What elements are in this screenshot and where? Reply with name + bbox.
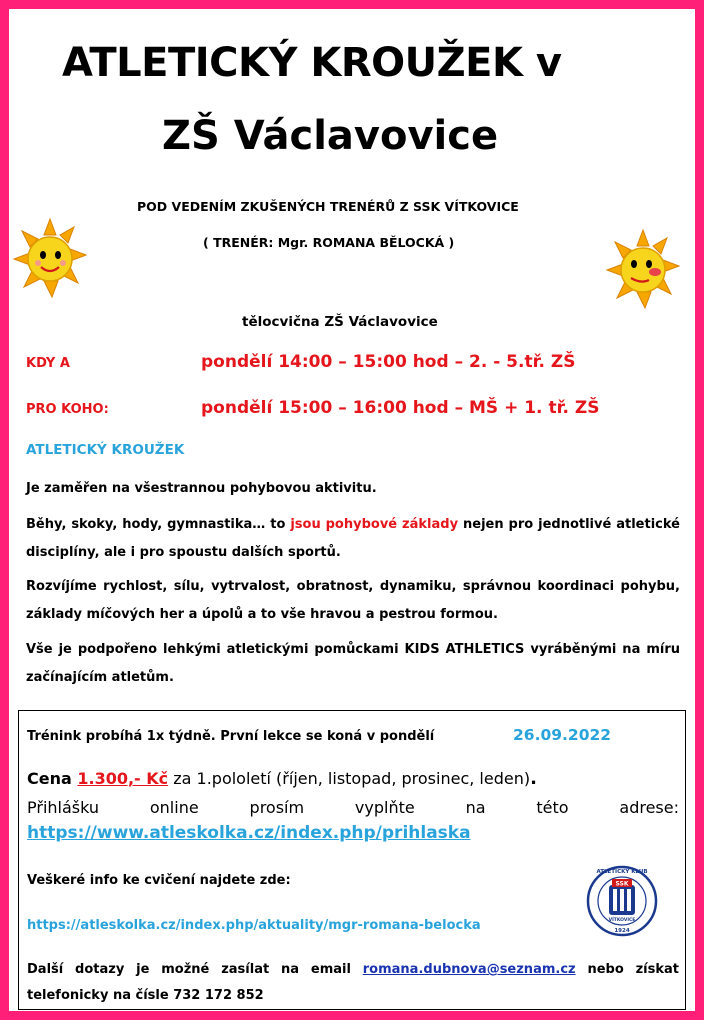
paragraph-basics: Běhy, skoky, hody, gymnastika… to jsou pohybové základy nejen pro jednotlivé atletické disciplíny, ale i pro spoustu dalších sportů. — [26, 517, 680, 560]
start-date: 26.09.2022 — [513, 726, 612, 744]
price-line: Cena 1.300,- Kč za 1.pololetí (říjen, listopad, prosinec, leden). — [27, 768, 537, 789]
info-link[interactable]: https://atleskolka.cz/index.php/aktuality/mgr-romana-belocka — [27, 918, 481, 933]
club-logo — [585, 859, 659, 943]
info-box — [18, 710, 686, 1010]
contact-email-link[interactable]: romana.dubnova@seznam.cz — [362, 962, 576, 977]
paragraph-equipment: Vše je podpořeno lehkými atletickými pomůckami KIDS ATHLETICS vyráběnými na míru začínajícím atletům. — [26, 642, 680, 685]
logo-badge: SSK — [615, 880, 629, 888]
logo-year: 1924 — [614, 928, 630, 934]
contact-text: Další dotazy je možné zasílat na email romana.dubnova@seznam.cz nebo získat telefonicky na čísle 732 172 852 — [27, 962, 679, 1003]
price-value: 1.300,- Kč — [77, 769, 169, 788]
sun-left-icon — [12, 217, 88, 299]
title-line-2: ZŠ Václavovice — [162, 113, 499, 159]
title-line-1: ATLETICKÝ KROUŽEK v — [62, 40, 562, 86]
venue: tělocvična ZŠ Václavovice — [242, 314, 438, 330]
signup-text: Přihlášku online prosím vyplňte na této adrese: — [27, 798, 679, 817]
sun-right-icon — [605, 228, 681, 310]
subtitle: POD VEDENÍM ZKUŠENÝCH TRENÉRŮ Z SSK VÍTKOVICE — [137, 199, 519, 214]
trainer-line: ( TRENÉR: Mgr. ROMANA BĚLOCKÁ ) — [203, 235, 455, 250]
schedule-time-1: pondělí 14:00 – 15:00 hod – 2. - 5.tř. ZŠ — [201, 352, 576, 372]
paragraph-focus: Je zaměřen na všestrannou pohybovou aktivitu. — [26, 481, 377, 496]
logo-badge-sub: VÍTKOVICE — [608, 918, 636, 923]
schedule-label-for-whom: PRO KOHO: — [26, 402, 109, 417]
highlight-basics: jsou pohybové základy — [290, 517, 459, 532]
info-label: Veškeré info ke cvičení najdete zde: — [27, 873, 291, 888]
logo-top-text: ATLETICKÝ KLUB — [596, 869, 648, 875]
signup-link[interactable]: https://www.atleskolka.cz/index.php/prihlaska — [27, 823, 471, 843]
paragraph-skills: Rozvíjíme rychlost, sílu, vytrvalost, obratnost, dynamiku, správnou koordinaci pohybu, základy míčových her a úpolů a to vše hravou a pestrou formou. — [26, 579, 680, 622]
training-info: Trénink probíhá 1x týdně. První lekce se koná v pondělí — [27, 729, 435, 744]
schedule-label-when: KDY A — [26, 356, 70, 371]
schedule-time-2: pondělí 15:00 – 16:00 hod – MŠ + 1. tř. ZŠ — [201, 398, 600, 418]
section-title: ATLETICKÝ KROUŽEK — [26, 442, 185, 458]
